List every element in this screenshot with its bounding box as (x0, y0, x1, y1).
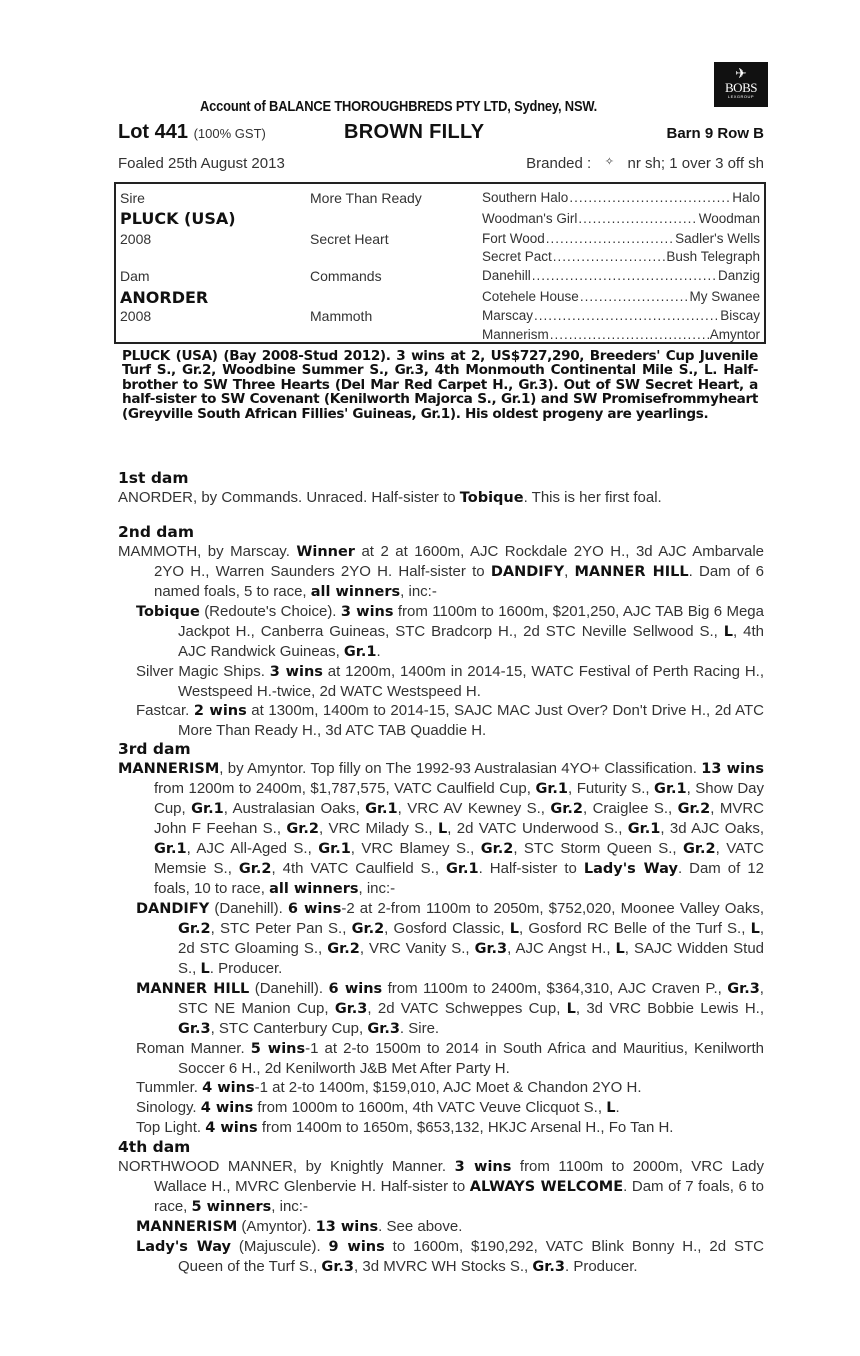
text-run: to 1600m, $190,292, VATC Blink Bonny H., 2d STC Queen of the Turf S., (178, 1238, 764, 1275)
bold-run: Lady's Way (583, 861, 678, 877)
bold-run: Lady's Way (136, 1239, 231, 1255)
lot-header (118, 121, 764, 147)
bold-run: L (750, 921, 760, 937)
text-run: . (615, 1099, 620, 1116)
text-run: MAMMOTH, by Marscay. (118, 543, 297, 560)
bold-run: L (437, 821, 448, 837)
section-title: 2nd dam (118, 523, 195, 541)
gen3-sire: My Swanee (689, 289, 760, 304)
text-run: , AJC Angst H., (507, 940, 616, 957)
bold-run: 13 wins (701, 761, 764, 777)
text-run: , 2d STC Gloaming S., (178, 920, 764, 957)
text-run: , 4th AJC Randwick Guineas, (178, 623, 765, 660)
gen3-name: Fort Wood (482, 231, 545, 246)
leader-dots (550, 327, 709, 342)
text-run: from 1100m to 1600m, $201,250, AJC TAB Big 6 Mega Jackpot H., Canberra Guineas, STC Bradcorp H., 2d STC Neville Sellwood S., (178, 603, 764, 640)
bold-run: 3 wins (454, 1159, 512, 1175)
gen3-row (482, 327, 760, 342)
gen2-dam-dam: Mammoth (310, 308, 373, 324)
vendor-account: Account of BALANCE THOROUGHBREDS PTY LTD, Sydney, NSW. (200, 98, 598, 115)
bold-run: Gr.3 (334, 1001, 368, 1017)
gen3-row (482, 190, 760, 205)
bold-run: Gr.2 (238, 861, 272, 877)
bold-run: Gr.3 (532, 1259, 565, 1275)
gen3-sire: Amyntor (709, 327, 760, 342)
dam-year: 2008 (120, 308, 152, 324)
bold-run: Gr.2 (550, 801, 583, 817)
text-run: Tummler. (136, 1079, 203, 1096)
leader-dots (546, 231, 674, 246)
gen3-row (482, 249, 760, 264)
bold-run: L (723, 624, 734, 640)
dam-name: ANORDER (120, 288, 209, 307)
gen3-name: Mannerism (482, 327, 549, 342)
section-title: 3rd dam (118, 740, 191, 758)
leader-dots (569, 190, 731, 205)
bold-run: Gr.1 (446, 861, 479, 877)
bold-run: Gr.2 (286, 821, 319, 837)
text-run: , STC Peter Pan S., (210, 920, 352, 937)
horse-rider-icon: ✈ (735, 65, 747, 81)
bold-run: Gr.1 (535, 781, 569, 797)
bold-run: ALWAYS WELCOME (469, 1179, 624, 1195)
bold-run: all winners (310, 584, 401, 600)
text-run: (Danehill). (209, 900, 288, 917)
bold-run: DANDIFY (136, 901, 210, 917)
text-run: , Show Day Cup, (154, 780, 764, 817)
bold-run: Tobique (136, 604, 200, 620)
gen3-row (482, 289, 760, 304)
branded-info (526, 155, 764, 172)
bold-run: 3 wins (269, 664, 323, 680)
gen3-name: Danehill (482, 268, 531, 283)
gst-note: (100% GST) (193, 126, 266, 141)
bobs-logo (714, 62, 768, 107)
text-run: at 2 at 1600m, AJC Rockdale 2YO H., 3d AJC Ambarvale 2YO H., Warren Saunders 2YO H. Half-sister to (154, 543, 764, 580)
section-entries (118, 1157, 764, 1277)
text-run: Roman Manner. (136, 1040, 251, 1057)
gen3-row (482, 211, 760, 226)
section-entries (118, 759, 764, 1138)
gen3-row (482, 231, 760, 246)
gen3-sire: Danzig (717, 268, 760, 283)
text-run: , 3d AJC Oaks, (660, 820, 764, 837)
logo-subtext: LEXGROUP (727, 94, 755, 99)
gen3-sire: Sadler's Wells (675, 231, 760, 246)
brand-mark-icon: ✧ (604, 156, 614, 168)
section-3rd-dam (118, 740, 764, 1138)
bold-run: Gr.1 (191, 801, 224, 817)
sire-label: Sire (120, 190, 145, 206)
progeny-entry (118, 979, 764, 1039)
text-run: . (376, 643, 381, 660)
bold-run: Winner (296, 544, 355, 560)
bold-run: L (566, 1001, 576, 1017)
text-run: from 1000m to 1600m, 4th VATC Veuve Clicquot S., (253, 1099, 607, 1116)
text-run: , VATC Memsie S., (154, 840, 764, 877)
text-run: , 3d VRC Bobbie Lewis H., (575, 1000, 764, 1017)
text-run: , STC NE Manion Cup, (178, 980, 764, 1017)
bold-run: Gr.2 (677, 801, 711, 817)
text-run: -2 at 2-from 1100m to 2050m, $752,020, Moonee Valley Oaks, (341, 900, 764, 917)
text-run: Fastcar. (136, 702, 194, 719)
text-run: , inc:- (358, 880, 396, 897)
bold-run: L (509, 921, 520, 937)
bold-run: 4 wins (200, 1100, 254, 1116)
bold-run: 3 wins (340, 604, 394, 620)
bold-run: Gr.3 (321, 1259, 355, 1275)
gen3-sire: Biscay (720, 308, 760, 323)
text-run: , STC Storm Queen S., (513, 840, 684, 857)
text-run: from 1100m to 2000m, VRC Lady Wallace H., MVRC Glenbervie H. Half-sister to (154, 1158, 764, 1195)
text-run: (Danehill). (249, 980, 329, 997)
section-2nd-dam (118, 523, 764, 740)
text-run: , 3d MVRC WH Stocks S., (354, 1258, 533, 1275)
text-run: Silver Magic Ships. (136, 663, 270, 680)
text-run: from 1200m to 2400m, $1,787,575, VATC Caulfield Cup, (154, 780, 536, 797)
gen3-name: Cotehele House (482, 289, 579, 304)
gen3-name: Secret Pact (482, 249, 552, 264)
bold-run: Gr.1 (343, 644, 377, 660)
text-run: . Sire. (399, 1020, 440, 1037)
bold-run: L (200, 961, 210, 977)
bold-run: MANNER HILL (136, 981, 250, 997)
text-run: (Redoute's Choice). (199, 603, 341, 620)
text-run: , AJC All-Aged S., (186, 840, 319, 857)
gen3-sire: Woodman (698, 211, 760, 226)
text-run: , MVRC John F Feehan S., (154, 800, 765, 837)
gen2-sire-sire: More Than Ready (310, 190, 422, 206)
text-run: , VRC Milady S., (318, 820, 438, 837)
text-run: . Half-sister to (478, 860, 584, 877)
bold-run: 13 wins (315, 1219, 379, 1235)
bold-run: 5 wins (250, 1041, 306, 1057)
dam-entry (118, 1157, 764, 1217)
progeny-entry (118, 1098, 764, 1118)
bold-run: Gr.3 (474, 941, 508, 957)
progeny-entry (118, 602, 764, 662)
leader-dots (580, 289, 689, 304)
section-title: 4th dam (118, 1138, 191, 1156)
section-entries (118, 542, 764, 740)
section-1st-dam (118, 469, 764, 508)
sire-year: 2008 (120, 231, 152, 247)
text-run: -1 at 2-to 1400m, $159,010, AJC Moet & Chandon 2YO H. (254, 1079, 642, 1096)
text-run: (Amyntor). (237, 1218, 316, 1235)
text-run: , by Amyntor. Top filly on The 1992-93 Australasian 4YO+ Classification. (219, 760, 702, 777)
text-run: , Australasian Oaks, (223, 800, 366, 817)
bold-run: 6 wins (328, 981, 383, 997)
bold-run: Gr.1 (318, 841, 351, 857)
progeny-entry (118, 1237, 764, 1277)
text-run: Top Light. (136, 1119, 206, 1136)
text-run: from 1100m to 2400m, $364,310, AJC Craven P., (382, 980, 728, 997)
lot-label: Lot 441 (118, 121, 189, 143)
gen3-name: Southern Halo (482, 190, 569, 205)
bold-run: 2 wins (193, 703, 247, 719)
barn-location: Barn 9 Row B (666, 125, 764, 142)
text-run: , 2d VATC Schweppes Cup, (367, 1000, 567, 1017)
pedigree-table (114, 182, 766, 344)
bold-run: 4 wins (205, 1120, 258, 1136)
foaled-date: Foaled 25th August 2013 (118, 155, 285, 172)
bold-run: Gr.2 (480, 841, 514, 857)
text-run: ANORDER, by Commands. Unraced. Half-sister to (118, 489, 460, 506)
dam-entry (118, 542, 764, 602)
leader-dots (578, 211, 697, 226)
bold-run: Gr.3 (367, 1021, 400, 1037)
progeny-entry (118, 662, 764, 701)
bold-run: Gr.3 (727, 981, 760, 997)
gen3-sire: Halo (732, 190, 760, 205)
bold-run: Gr.1 (365, 801, 398, 817)
text-run: at 1200m, 1400m in 2014-15, WATC Festival of Perth Racing H., Westspeed H.-twice, 2d WATC Westspeed H. (178, 663, 765, 700)
bold-run: Gr.1 (654, 781, 687, 797)
logo-brand: BOBS (725, 80, 757, 95)
foaled-row (118, 155, 764, 177)
gen3-row (482, 268, 760, 283)
text-run: at 1300m, 1400m to 2014-15, SAJC MAC Just Over? Don't Drive H., 2d ATC More Than Ready H., 3d ATC TAB Quaddie H. (178, 702, 764, 739)
gen3-name: Marscay (482, 308, 534, 323)
progeny-entry (118, 899, 764, 979)
text-run: , inc:- (271, 1198, 308, 1215)
bold-run: Gr.2 (327, 941, 360, 957)
sire-name: PLUCK (USA) (120, 209, 236, 228)
bold-run: L (606, 1100, 616, 1116)
dam-entry (118, 488, 764, 508)
text-run: , VRC Blamey S., (350, 840, 481, 857)
text-run: , VRC Vanity S., (359, 940, 475, 957)
bold-run: Gr.1 (154, 841, 187, 857)
gen2-sire-dam: Secret Heart (310, 231, 389, 247)
text-run: . Dam of 12 foals, 10 to race, (154, 860, 764, 897)
dam-entry (118, 759, 764, 899)
gen3-row (482, 308, 760, 323)
text-run: , Gosford RC Belle of the Turf S., (519, 920, 751, 937)
lot-number (118, 121, 266, 144)
text-run: . Producer. (209, 960, 283, 977)
text-run: from 1400m to 1650m, $653,132, HKJC Arsenal H., Fo Tan H. (257, 1119, 674, 1136)
bold-run: MANNERISM (118, 761, 220, 777)
leader-dots (532, 268, 717, 283)
bold-run: Gr.1 (627, 821, 661, 837)
bold-run: 9 wins (328, 1239, 385, 1255)
bold-run: Gr.2 (683, 841, 716, 857)
text-run: , 4th VATC Caulfield S., (271, 860, 447, 877)
text-run: . Dam of 6 named foals, 5 to race, (154, 563, 764, 600)
text-run: . Dam of 7 foals, 6 to race, (154, 1178, 764, 1215)
text-run: , VRC AV Kewney S., (397, 800, 551, 817)
bold-run: Gr.2 (351, 921, 385, 937)
text-run: NORTHWOOD MANNER, by Knightly Manner. (118, 1158, 455, 1175)
text-run: (Majuscule). (231, 1238, 329, 1255)
text-run: , SAJC Widden Stud S., (178, 940, 764, 977)
leader-dots (534, 308, 719, 323)
leader-dots (553, 249, 666, 264)
section-title: 1st dam (118, 469, 189, 487)
text-run: Sinology. (136, 1099, 201, 1116)
progeny-entry (118, 1217, 764, 1237)
bold-run: all winners (269, 881, 359, 897)
bold-run: MANNERISM (136, 1219, 238, 1235)
dam-label: Dam (120, 268, 150, 284)
text-run: , STC Canterbury Cup, (210, 1020, 368, 1037)
bold-run: L (615, 941, 625, 957)
text-run: , (564, 563, 575, 580)
branded-detail: nr sh; 1 over 3 off sh (627, 155, 764, 172)
bold-run: Tobique (459, 490, 524, 506)
text-run: , Gosford Classic, (384, 920, 510, 937)
progeny-entry (118, 701, 764, 740)
gen3-name: Woodman's Girl (482, 211, 578, 226)
bold-run: DANDIFY (490, 564, 565, 580)
text-run: , inc:- (400, 583, 437, 600)
progeny-entry (118, 1039, 764, 1078)
text-run: , 2d VATC Underwood S., (447, 820, 628, 837)
section-4th-dam (118, 1138, 764, 1277)
section-entries (118, 488, 764, 508)
bold-run: MANNER HILL (574, 564, 689, 580)
branded-label: Branded : (526, 155, 592, 172)
bold-run: 4 wins (202, 1080, 255, 1096)
text-run: , Futurity S., (568, 780, 655, 797)
progeny-entry (118, 1118, 764, 1138)
text-run: -1 at 2-to 1500m to 2014 in South Africa and Mauritius, Kenilworth Soccer 6 H., 2d Kenilworth J&B Met After Party H. (178, 1040, 764, 1077)
text-run: , Craiglee S., (583, 800, 678, 817)
gen2-dam-sire: Commands (310, 268, 382, 284)
text-run: . This is her first foal. (523, 489, 662, 506)
bold-run: Gr.2 (178, 921, 211, 937)
bold-run: 6 wins (287, 901, 342, 917)
text-run: . See above. (378, 1218, 463, 1235)
bold-run: Gr.3 (178, 1021, 211, 1037)
horse-description: BROWN FILLY (344, 121, 485, 143)
progeny-entry (118, 1078, 764, 1098)
sire-summary: PLUCK (USA) (Bay 2008-Stud 2012). 3 wins at 2, US$727,290, Breeders' Cup Juvenile Turf S., Gr.2, Woodbine Summer S., Gr.3, 4th Monmouth Continental Mile S., L. Half-brother to SW Three Hearts (Del Mar Red Carpet H., Gr.3). Out of SW Secret Heart, a half-sister to SW Covenant (Kenilworth Majorca S., Gr.1) and SW Promisefrommyheart (Greyville South African Fillies' Guineas, Gr.1). His oldest progeny are yearlings. (122, 348, 758, 422)
gen3-sire: Bush Telegraph (666, 249, 760, 264)
text-run: . Producer. (564, 1258, 638, 1275)
bold-run: 5 winners (191, 1199, 272, 1215)
